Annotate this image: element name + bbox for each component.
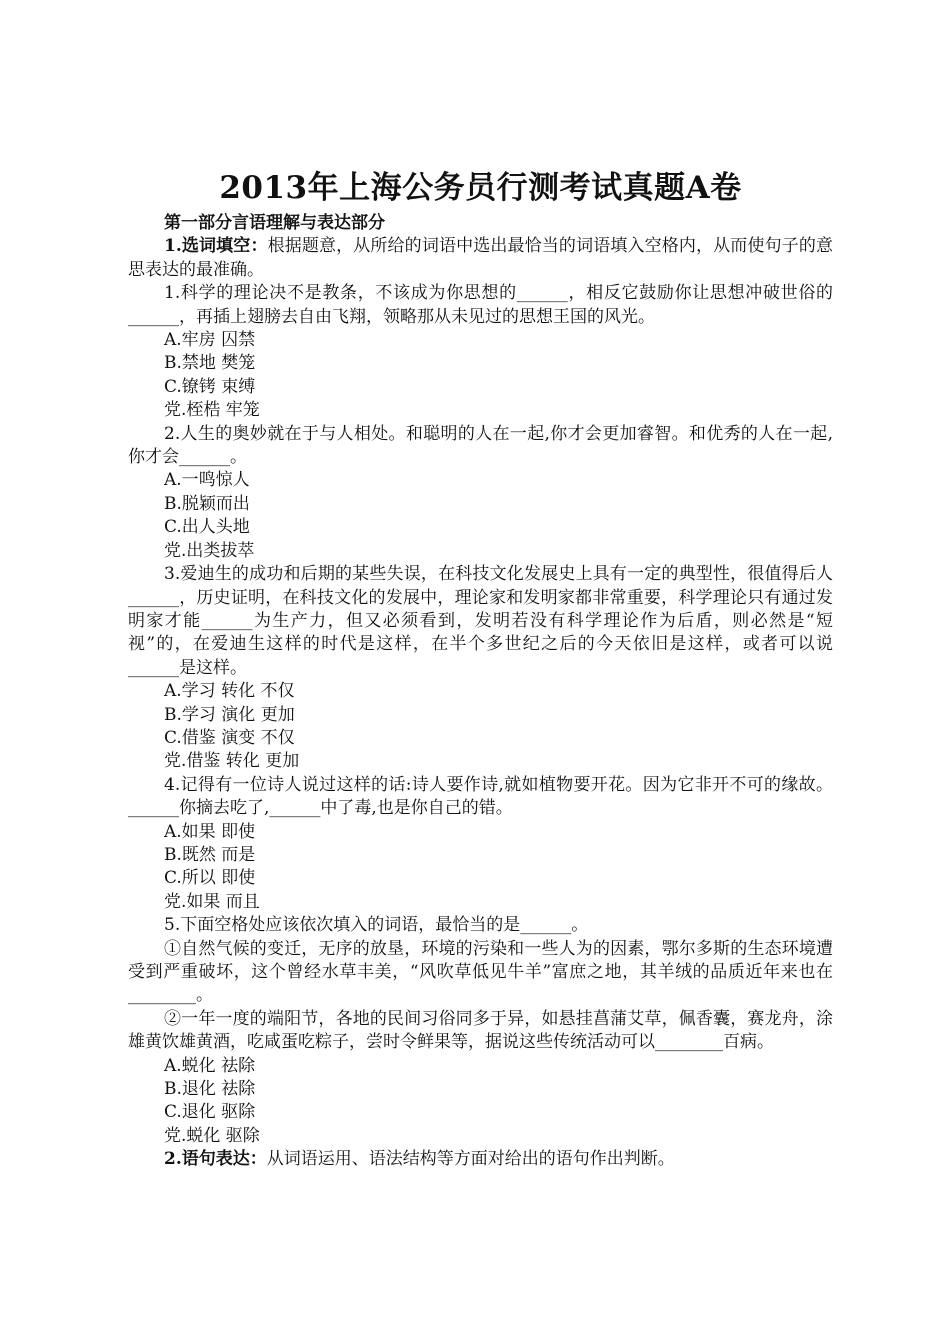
question-1-option-a: A.牢房 囚禁 xyxy=(164,330,256,351)
section-2-label: 2.语句表达： xyxy=(164,1149,267,1170)
question-1-stem: 1.科学的理论决不是教条，不该成为你思想的______，相反它鼓励你让思想冲破世俗的______，再插上翅膀去自由飞翔，领略那从未见过的思想王国的风光。 xyxy=(128,283,833,327)
question-4-option-b: B.既然 而是 xyxy=(164,844,256,865)
question-5-option-c: C.退化 驱除 xyxy=(164,1102,256,1123)
question-5-option-b: B.退化 祛除 xyxy=(164,1079,256,1100)
question-3-option-b: B.学习 演化 更加 xyxy=(164,704,295,725)
question-2-option-c: C.出人头地 xyxy=(164,517,250,538)
question-4-option-a: A.如果 即使 xyxy=(164,821,256,842)
question-3-stem: 3.爱迪生的成功和后期的某些失误，在科技文化发展史上具有一定的典型性，很值得后人______，历史证明，在科技文化的发展中，理论家和发明家都非常重要，科学理论只有通过发明家才能______为生产力，但又必须看到，发明若没有科学理论作为后盾，则必然是“短视”的，在爱迪生这样的时代是这样，在半个多世纪之后的今天依旧是这样，或者可以说______是这样。 xyxy=(128,564,833,678)
question-4-option-d: 党.如果 而且 xyxy=(164,891,260,912)
question-5-paragraph-2: ②一年一度的端阳节，各地的民间习俗同多于异，如悬挂菖蒲艾草，佩香囊，赛龙舟，涂雄黄饮雄黄酒，吃咸蛋吃粽子，尝时令鲜果等，据说这些传统活动可以________百病。 xyxy=(128,1008,833,1053)
section-1-intro xyxy=(128,235,833,282)
question-5-paragraph-1: ①自然气候的变迁，无序的放垦，环境的污染和一些人为的因素，鄂尔多斯的生态环境遭受到严重破坏，这个曾经水草丰美，“风吹草低见牛羊”富庶之地，其羊绒的品质近年来也在________。 xyxy=(128,938,833,1006)
question-2-stem: 2.人生的奥妙就在于与人相处。和聪明的人在一起,你才会更加睿智。和优秀的人在一起,你才会______。 xyxy=(128,423,833,468)
section-2-text: 从词语运用、语法结构等方面对给出的语句作出判断。 xyxy=(266,1149,675,1170)
question-1-option-c: C.镣铐 束缚 xyxy=(164,376,256,397)
question-5-stem: 5.下面空格处应该依次填入的词语，最恰当的是______。 xyxy=(164,915,589,936)
question-4-stem: 4.记得有一位诗人说过这样的话:诗人要作诗,就如植物要开花。因为它非开不可的缘故。______你摘去吃了,______中了毒,也是你自己的错。 xyxy=(128,774,833,819)
question-3-option-d: 党.借鉴 转化 更加 xyxy=(164,751,300,772)
question-2-option-d: 党.出类拔萃 xyxy=(164,540,255,561)
question-3-option-c: C.借鉴 演变 不仅 xyxy=(164,727,295,748)
question-1-option-b: B.禁地 樊笼 xyxy=(164,353,256,374)
question-3-option-a: A.学习 转化 不仅 xyxy=(164,681,295,702)
question-2-option-b: B.脱颖而出 xyxy=(164,493,250,514)
question-1-option-d: 党.桎梏 牢笼 xyxy=(164,400,260,421)
section-1-label: 1.选词填空： xyxy=(164,236,268,257)
document-title: 2013年上海公务员行测考试真题A卷 xyxy=(219,170,742,206)
question-5-option-a: A.蜕化 祛除 xyxy=(164,1055,256,1076)
question-5-option-d: 党.蜕化 驱除 xyxy=(164,1125,260,1146)
question-4-option-c: C.所以 即使 xyxy=(164,868,256,889)
section-1-text: 根据题意，从所给的词语中选出最恰当的词语填入空格内，从而使句子的意思表达的最准确。 xyxy=(128,236,833,280)
section-2-intro xyxy=(128,1148,833,1171)
question-2-option-a: A.一鸣惊人 xyxy=(164,470,250,491)
document-page xyxy=(128,168,833,1172)
part-heading: 第一部分言语理解与表达部分 xyxy=(164,213,385,233)
